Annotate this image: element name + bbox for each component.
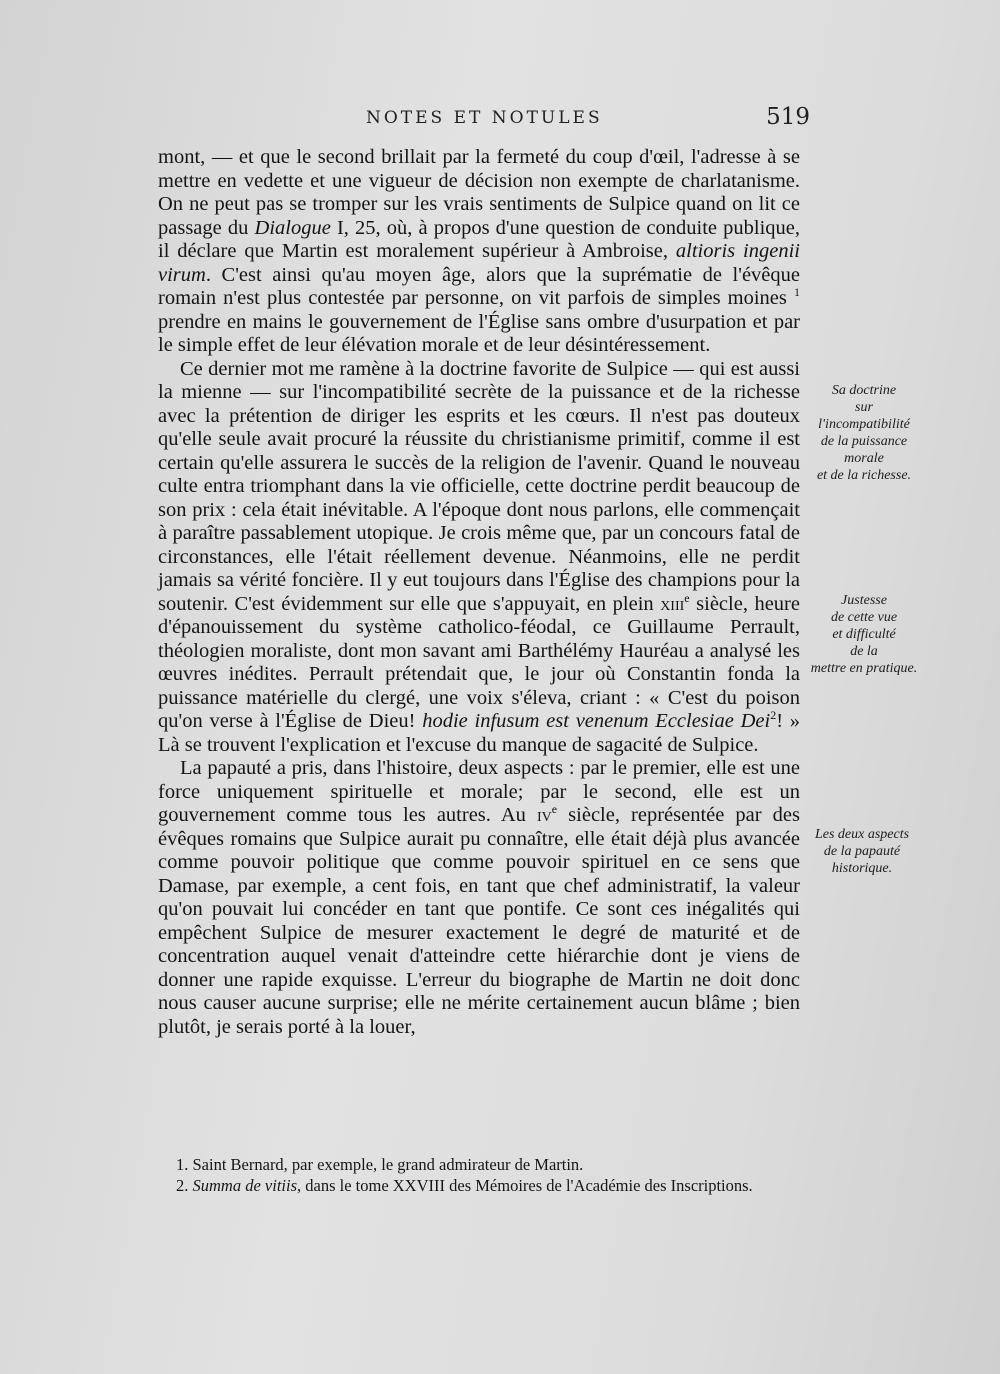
margin-note-doctrine xyxy=(800,382,928,484)
footnote-ref-2[interactable]: 2 xyxy=(770,708,777,723)
footnote-work-title: Summa de vitiis xyxy=(192,1176,297,1195)
margin-line: de cette vue xyxy=(830,610,898,625)
latin-quote: hodie infusum est venenum Ecclesiae Dei xyxy=(422,710,771,732)
footnote-number: 2. xyxy=(176,1176,189,1195)
work-title: Dialogue xyxy=(254,216,331,239)
margin-line: sur xyxy=(855,400,873,415)
text-run: I, 25, où, à propos d'une question de conduite publique, il déclare que Martin est moralement supérieur à Ambroise, xyxy=(158,216,800,262)
margin-line: mettre en pratique. xyxy=(810,661,918,676)
text-run: siècle, heure d'épanouissement du système catholico-féodal, ce Guillaume Perrault, théologien moraliste, dont mon savant ami Barthélémy Hauréau a analysé les œuvres inédites. Perrault prétendait que, le jour où Constantin fonda la puissance matérielle du clergé, une voix s'éleva, criant : « C'est du poison qu'on verse à l'Église de Dieu! xyxy=(158,592,800,732)
footnotes xyxy=(158,1154,794,1196)
footnote-2 xyxy=(158,1175,794,1196)
text-run: siècle, représentée par des évêques romains que Sulpice aurait pu connaître, elle était déjà plus avancée comme pouvoir politique que comme pouvoir spirituel en ce sens que Damase, par exemple, a cent fois, en tant que chef administratif, la valeur qu'on pouvait lui concéder en tant que pontife. Ce sont ces inégalités qui empêchent Sulpice de mesurer exactement le degré de maturité et de concentration auquel venait d'atteindre cette hiérarchie dont je viens de donner une rapide exquisse. L'erreur du biographe de Martin ne doit donc nous causer aucune surprise; elle ne mérite certainement aucun blâme ; bien plutôt, je serais porté à la louer, xyxy=(158,804,800,1038)
page-number: 519 xyxy=(766,104,810,130)
running-title: NOTES ET NOTULES xyxy=(366,108,603,128)
century-suffix: e xyxy=(551,802,558,817)
text-run: Ce dernier mot me ramène à la doctrine favorite de Sulpice — qui est aussi la mienne — sur l'incompatibilité secrète de la puissance et de la richesse avec la prétention de diriger les esprits et les cœurs. Il n'est pas douteux qu'elle seule avait procuré la réussite du christianisme primitif, comme il est certain qu'elle assurera le succès de la religion de l'avenir. Quand le nouveau culte entra triomphant dans la vie officielle, cette doctrine perdit beaucoup de son prix : cela était inévitable. A l'époque dont nous parlons, elle commençait à paraître passablement utopique. Je crois même que, par un concours fatal de circonstances, elle l'était réellement devenue. Néanmoins, elle ne perdit jamais sa vérité foncière. Il y eut toujours dans l'Église des champions pour la soutenir. C'est évidemment sur elle que s'appuyait, en plein xyxy=(158,357,800,615)
margin-line: Les deux aspects xyxy=(814,827,910,842)
running-header xyxy=(160,104,810,136)
margin-line: Justesse xyxy=(841,593,887,608)
paragraph-3 xyxy=(158,757,800,1039)
main-text xyxy=(158,146,800,1039)
margin-line: Sa doctrine xyxy=(831,383,897,398)
margin-line: et de la richesse. xyxy=(816,468,912,483)
margin-line: de la puissance xyxy=(820,434,908,449)
footnote-ref-1[interactable]: 1 xyxy=(794,285,800,300)
paragraph-2 xyxy=(158,358,800,758)
footnote-text: Saint Bernard, par exemple, le grand admirateur de Martin. xyxy=(188,1155,584,1174)
margin-line: l'incompatibilité xyxy=(818,417,910,432)
century-suffix: e xyxy=(684,590,690,605)
margin-line: morale xyxy=(844,451,884,466)
paragraph-1 xyxy=(158,146,800,358)
margin-note-justesse xyxy=(800,592,928,677)
margin-line: de la xyxy=(850,644,878,659)
century-numeral: xiii xyxy=(660,592,685,615)
text-run: La papauté a pris, dans l'histoire, deux aspects : par le premier, elle est une force uniquement spirituelle et morale; par le second, elle est un gouvernement comme tous les autres. Au xyxy=(158,757,800,826)
footnote-text: , dans le tome XXVIII des Mémoires de l'Académie des Inscriptions. xyxy=(297,1176,753,1195)
footnote-number: 1. xyxy=(176,1155,189,1174)
margin-line: et difficulté xyxy=(832,627,896,642)
latin-quote: altioris ingenii virum xyxy=(158,240,800,286)
margin-line: de la papauté xyxy=(823,844,901,859)
text-run: ! » Là se trouvent l'explication et l'excuse du manque de sagacité de Sulpice. xyxy=(158,710,801,756)
text-run: mont, — et que le second brillait par la fermeté du coup d'œil, l'adresse à se mettre en vedette et une vigueur de décision non exempte de charlatanisme. On ne peut pas se tromper sur les vrais sentiments de Sulpice quand on lit ce passage du xyxy=(158,146,800,239)
margin-line: historique. xyxy=(831,861,893,876)
margin-note-papaute xyxy=(798,826,926,877)
text-run: . C'est ainsi qu'au moyen âge, alors que la suprématie de l'évêque romain n'est plus contestée par personne, on vit parfois de simples moines xyxy=(158,263,800,309)
footnote-1 xyxy=(158,1154,794,1175)
century-numeral: iv xyxy=(536,804,552,826)
text-run: prendre en mains le gouvernement de l'Église sans ombre d'usurpation et par le simple effet de leur élévation morale et de leur désintéressement. xyxy=(158,310,800,356)
